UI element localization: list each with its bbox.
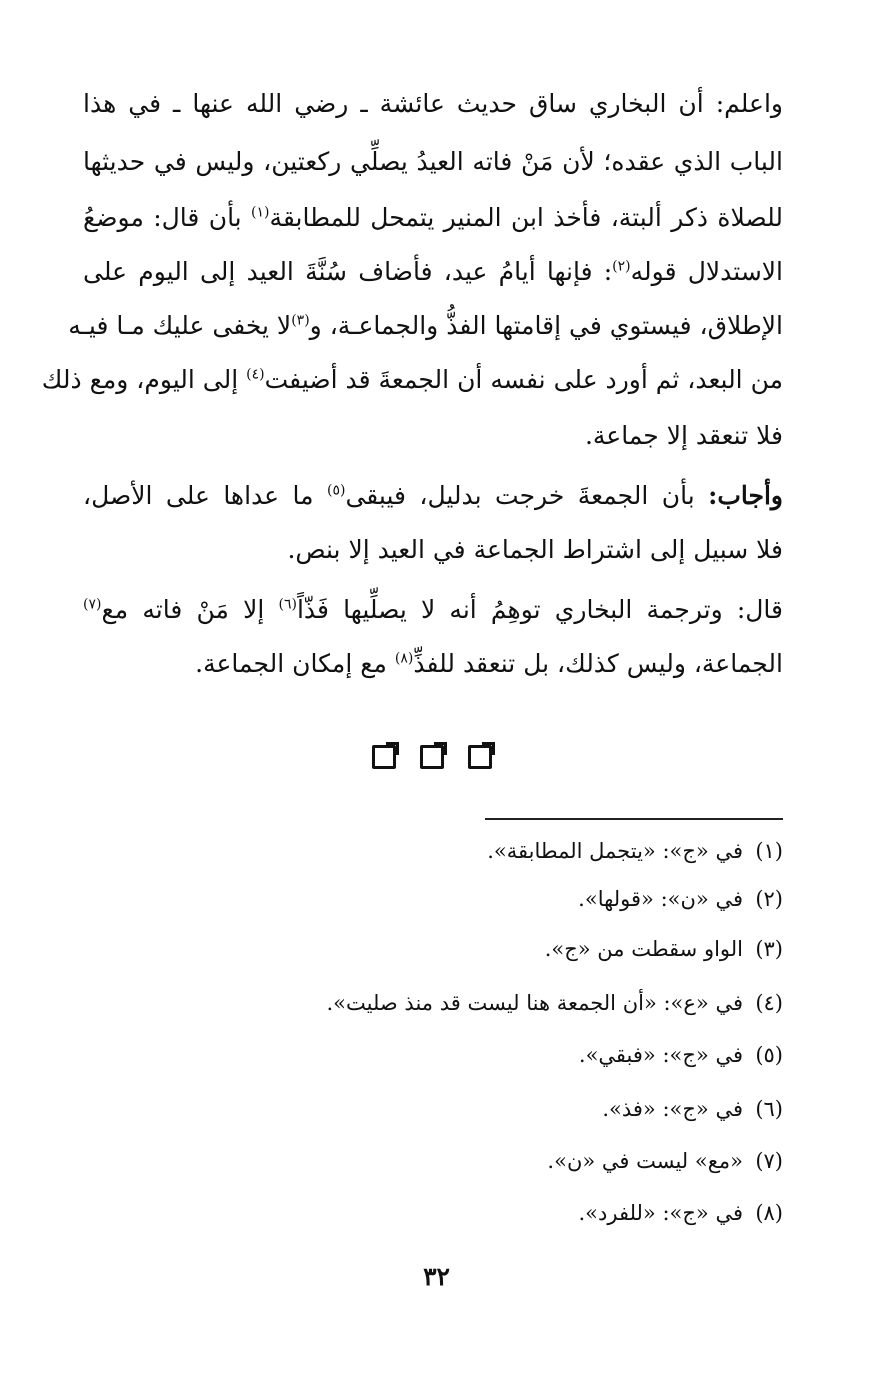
footnote-number: (٨) [755,1201,783,1225]
footnote [83,988,783,1018]
footnote-number: (٣) [755,937,783,961]
footnote-ref: (٢) [612,258,631,275]
ornament-square-icon [420,745,444,769]
ornament-square-icon [468,745,492,769]
footnote [83,1146,783,1176]
footnote-number: (٢) [755,887,783,911]
footnote-ref: (٥) [326,482,346,499]
footnote [83,1040,783,1070]
body-line: الاستدلال قوله$^{(٢)}$: فإنها أيامُ عيد، فأضاف سُنَّةَ العيد إلى اليوم على [83,257,783,286]
footnote-ref: (١) [251,204,270,221]
footnote-ref: (٦) [278,596,297,613]
footnote [83,934,783,964]
footnote-text: الواو سقطت من «ج». [544,937,743,961]
body-line: من البعد، ثم أورد على نفسه أن الجمعةَ قد أضيفت$^{(٤)}$ إلى اليوم، ومع ذلك [41,365,783,394]
footnote-ref: (٨) [394,650,414,667]
footnote-number: (٥) [755,1043,783,1067]
body-line: الباب الذي عقده؛ لأن مَنْ فاته العيدُ يصلِّي ركعتين، وليس في حديثها [83,147,783,176]
section-divider-icon [372,745,492,775]
ornament-square-icon [372,745,396,769]
footnote [83,1094,783,1124]
body-line: فلا تنعقد إلا جماعة. [584,421,783,450]
footnote-number: (٦) [755,1097,783,1121]
body-line: واعلم: أن البخاري ساق حديث عائشة ـ رضي الله عنها ـ في هذا [83,89,783,118]
body-line: وأجاب: بأن الجمعةَ خرجت بدليل، فيبقى$^{(٥)}$ ما عداها على الأصل، [83,481,783,510]
footnote [83,884,783,914]
footnote-text: في «ع»: «أن الجمعة هنا ليست قد منذ صليت». [326,991,743,1015]
footnote [83,836,783,866]
body-line: الجماعة، وليس كذلك، بل تنعقد للفذِّ$^{(٨)}$ مع إمكان الجماعة. [195,649,783,678]
footnote-text: في «ج»: «يتجمل المطابقة». [487,839,743,863]
footnote-ref: (٧) [83,596,102,613]
body-line: الإطلاق، فيستوي في إقامتها الفذُّ والجماعـة، و$^{(٣)}$لا يخفى عليك مـا فيـه [68,311,783,340]
footnote [83,1198,783,1228]
body-line: قال: وترجمة البخاري توهِمُ أنه لا يصلِّيها فَذّاً$^{(٦)}$ إلا مَنْ فاته مع$^{(٧)}$ [83,595,783,624]
page-number: ٣٢ [423,1262,450,1291]
body-line: للصلاة ذكر ألبتة، فأخذ ابن المنير يتمحل للمطابقة$^{(١)}$ بأن قال: موضعُ [83,203,783,232]
footnote-number: (١) [755,839,783,863]
footnote-text: في «ن»: «قولها». [578,887,743,911]
footnote-text: في «ج»: «فذ». [602,1097,743,1121]
footnote-number: (٧) [755,1149,783,1173]
footnote-text: «مع» ليست في «ن». [547,1149,743,1173]
footnote-separator [485,818,783,820]
footnote-number: (٤) [755,991,783,1015]
footnote-ref: (٣) [291,312,310,329]
body-line: فلا سبيل إلى اشتراط الجماعة في العيد إلا بنص. [287,535,783,564]
footnote-ref: (٤) [246,366,265,383]
footnote-text: في «ج»: «فبقي». [578,1043,743,1067]
paragraph-lead: وأجاب: [708,481,783,510]
footnote-text: في «ج»: «للفرد». [578,1201,743,1225]
